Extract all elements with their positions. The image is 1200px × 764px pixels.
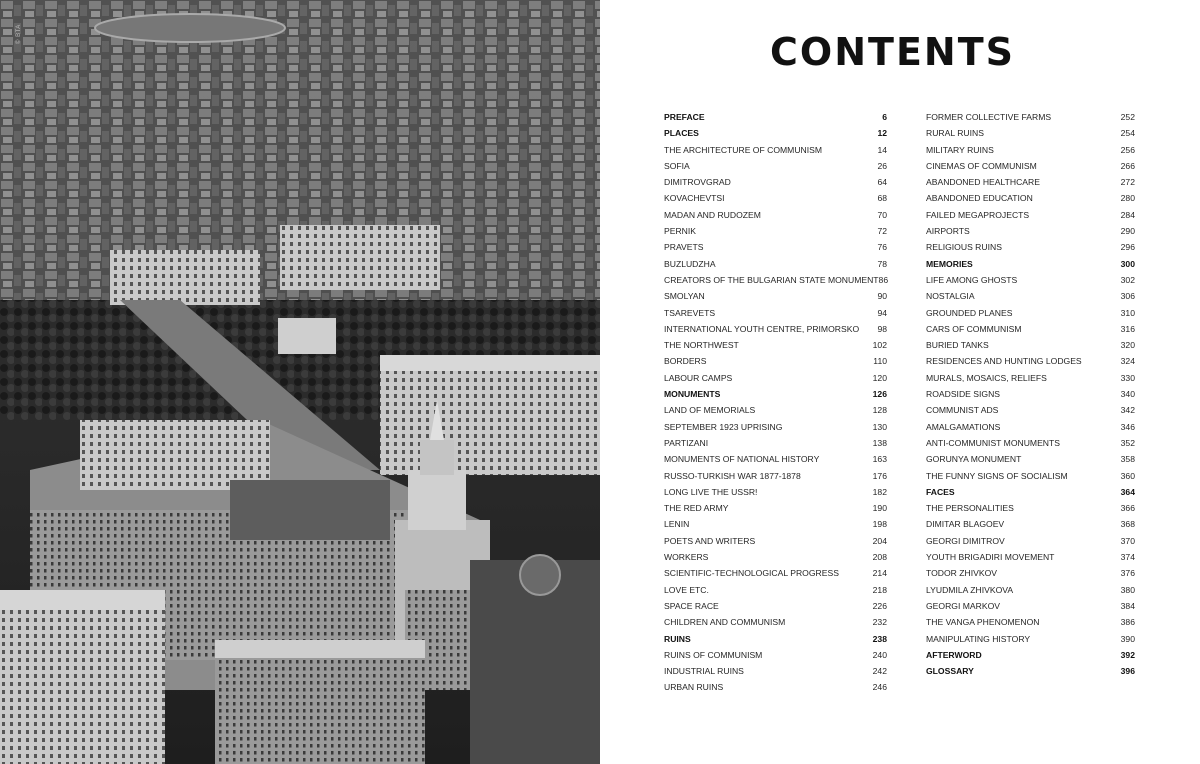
toc-entry-page-number: 352 bbox=[1120, 437, 1135, 448]
toc-entry-label: SCIENTIFIC-TECHNOLOGICAL PROGRESS bbox=[664, 568, 839, 579]
toc-entry-label: MONUMENTS bbox=[664, 389, 721, 400]
toc-entry bbox=[926, 519, 1135, 535]
toc-entry-page-number: 358 bbox=[1120, 454, 1135, 465]
toc-entry-label: BURIED TANKS bbox=[926, 340, 989, 351]
toc-entry-label: ABANDONED EDUCATION bbox=[926, 193, 1033, 204]
toc-entry-label: ANTI-COMMUNIST MONUMENTS bbox=[926, 437, 1060, 448]
toc-entry bbox=[664, 422, 887, 438]
toc-entry-page-number: 380 bbox=[1120, 584, 1135, 595]
toc-entry bbox=[664, 259, 887, 275]
toc-entry-page-number: 68 bbox=[877, 193, 887, 204]
toc-entry-label: POETS AND WRITERS bbox=[664, 535, 756, 546]
toc-entry bbox=[664, 438, 887, 454]
toc-entry bbox=[926, 438, 1135, 454]
toc-entry bbox=[926, 210, 1135, 226]
toc-entry-label: WORKERS bbox=[664, 552, 709, 563]
toc-entry bbox=[664, 601, 887, 617]
toc-entry bbox=[664, 617, 887, 633]
toc-entry bbox=[664, 226, 887, 242]
toc-entry-label: FACES bbox=[926, 486, 955, 497]
toc-entry bbox=[664, 666, 887, 682]
toc-entry-page-number: 78 bbox=[877, 258, 887, 269]
toc-entry-page-number: 204 bbox=[872, 535, 887, 546]
toc-entry-page-number: 360 bbox=[1120, 470, 1135, 481]
toc-entry-label: MEMORIES bbox=[926, 258, 973, 269]
toc-entry bbox=[664, 519, 887, 535]
toc-entry-label: FAILED MEGAPROJECTS bbox=[926, 209, 1030, 220]
toc-entry-page-number: 64 bbox=[877, 177, 887, 188]
toc-entry bbox=[926, 242, 1135, 258]
toc-entry-page-number: 208 bbox=[872, 552, 887, 563]
toc-entry-page-number: 386 bbox=[1120, 617, 1135, 628]
toc-entry-page-number: 364 bbox=[1120, 486, 1135, 497]
toc-entry-label: PARTIZANI bbox=[664, 437, 709, 448]
toc-entry-page-number: 190 bbox=[872, 503, 887, 514]
toc-entry-page-number: 254 bbox=[1120, 128, 1135, 139]
toc-section-heading bbox=[664, 128, 887, 144]
toc-entry bbox=[664, 356, 887, 372]
toc-entry bbox=[926, 128, 1135, 144]
toc-entry-label: FORMER COLLECTIVE FARMS bbox=[926, 112, 1052, 122]
toc-entry-page-number: 272 bbox=[1120, 177, 1135, 188]
toc-entry-page-number: 76 bbox=[877, 242, 887, 253]
toc-entry-page-number: 346 bbox=[1120, 421, 1135, 432]
toc-entry-page-number: 94 bbox=[877, 307, 887, 318]
photo-credit: © BTA bbox=[16, 24, 22, 44]
toc-entry-label: PERNIK bbox=[664, 226, 696, 237]
toc-entry-page-number: 296 bbox=[1120, 242, 1135, 253]
toc-entry-page-number: 240 bbox=[872, 649, 887, 660]
toc-entry bbox=[926, 291, 1135, 307]
toc-entry-page-number: 232 bbox=[872, 617, 887, 628]
toc-entry-label: AIRPORTS bbox=[926, 226, 970, 237]
toc-entry-label: SEPTEMBER 1923 UPRISING bbox=[664, 421, 783, 432]
toc-entry-page-number: 163 bbox=[872, 454, 887, 465]
toc-entry-label: THE VANGA PHENOMENON bbox=[926, 617, 1040, 628]
toc-entry-page-number: 126 bbox=[872, 389, 887, 400]
toc-entry-page-number: 392 bbox=[1120, 649, 1135, 660]
toc-entry-page-number: 238 bbox=[872, 633, 887, 644]
toc-entry bbox=[926, 145, 1135, 161]
toc-entry-page-number: 266 bbox=[1120, 160, 1135, 171]
toc-entry bbox=[664, 210, 887, 226]
toc-entry bbox=[926, 617, 1135, 633]
toc-entry bbox=[926, 422, 1135, 438]
toc-section-heading bbox=[926, 666, 1135, 682]
toc-entry bbox=[664, 373, 887, 389]
toc-entry-label: THE FUNNY SIGNS OF SOCIALISM bbox=[926, 470, 1068, 481]
toc-entry-label: RURAL RUINS bbox=[926, 128, 984, 139]
toc-entry-label: GLOSSARY bbox=[926, 666, 974, 677]
toc-entry bbox=[664, 585, 887, 601]
toc-entry-page-number: 396 bbox=[1120, 666, 1135, 677]
toc-entry-label: GEORGI MARKOV bbox=[926, 600, 1001, 611]
toc-entry-label: RUSSO-TURKISH WAR 1877-1878 bbox=[664, 470, 801, 481]
toc-entry-page-number: 290 bbox=[1120, 226, 1135, 237]
toc-entry-label: MANIPULATING HISTORY bbox=[926, 633, 1031, 644]
toc-entry-page-number: 26 bbox=[877, 160, 887, 171]
toc-entry-label: RELIGIOUS RUINS bbox=[926, 242, 1002, 253]
toc-entry-label: THE PERSONALITIES bbox=[926, 503, 1014, 514]
toc-entry bbox=[926, 634, 1135, 650]
toc-entry-label: THE NORTHWEST bbox=[664, 340, 739, 351]
toc-entry-label: RUINS OF COMMUNISM bbox=[664, 649, 763, 660]
toc-entry bbox=[926, 585, 1135, 601]
toc-entry bbox=[926, 552, 1135, 568]
toc-entry-label: MURALS, MOSAICS, RELIEFS bbox=[926, 372, 1047, 383]
toc-section-heading bbox=[664, 389, 887, 405]
toc-entry-page-number: 252 bbox=[1120, 112, 1135, 122]
toc-entry-page-number: 214 bbox=[872, 568, 887, 579]
toc-entry-label: CREATORS OF THE BULGARIAN STATE MONUMENT bbox=[664, 274, 879, 285]
toc-entry-page-number: 120 bbox=[872, 372, 887, 383]
toc-entry-page-number: 72 bbox=[877, 226, 887, 237]
toc-entry bbox=[664, 340, 887, 356]
toc-entry bbox=[664, 487, 887, 503]
toc-entry-label: DIMITROVGRAD bbox=[664, 177, 731, 188]
toc-entry-label: ROADSIDE SIGNS bbox=[926, 389, 1001, 400]
toc-entry-page-number: 110 bbox=[873, 356, 887, 367]
toc-entry-page-number: 130 bbox=[872, 421, 887, 432]
toc-entry-page-number: 330 bbox=[1120, 372, 1135, 383]
toc-entry bbox=[664, 552, 887, 568]
toc-entry-page-number: 226 bbox=[872, 600, 887, 611]
toc-entry bbox=[664, 503, 887, 519]
toc-entry-page-number: 70 bbox=[877, 209, 887, 220]
toc-entry bbox=[926, 226, 1135, 242]
toc-entry-label: THE RED ARMY bbox=[664, 503, 729, 514]
toc-entry-page-number: 368 bbox=[1120, 519, 1135, 530]
toc-entry bbox=[664, 193, 887, 209]
toc-entry-label: YOUTH BRIGADIRI MOVEMENT bbox=[926, 552, 1055, 563]
toc-entry-label: GEORGI DIMITROV bbox=[926, 535, 1005, 546]
toc-entry-page-number: 86 bbox=[878, 274, 889, 285]
toc-entry bbox=[664, 454, 887, 470]
toc-entry-label: BUZLUDZHA bbox=[664, 258, 716, 269]
toc-entry-label: GORUNYA MONUMENT bbox=[926, 454, 1022, 465]
toc-section-heading bbox=[664, 112, 887, 128]
toc-entry bbox=[664, 471, 887, 487]
toc-entry-page-number: 256 bbox=[1120, 144, 1135, 155]
toc-entry-page-number: 324 bbox=[1120, 356, 1135, 367]
toc-section-heading bbox=[926, 650, 1135, 666]
toc-entry-label: INTERNATIONAL YOUTH CENTRE, PRIMORSKO bbox=[664, 323, 860, 334]
toc-entry-label: RESIDENCES AND HUNTING LODGES bbox=[926, 356, 1082, 367]
toc-entry bbox=[664, 650, 887, 666]
toc-entry bbox=[926, 193, 1135, 209]
toc-entry bbox=[926, 503, 1135, 519]
toc-entry bbox=[664, 275, 887, 291]
toc-entry-page-number: 128 bbox=[872, 405, 887, 416]
toc-entry bbox=[926, 536, 1135, 552]
toc-section-heading bbox=[926, 259, 1135, 275]
toc-entry bbox=[926, 356, 1135, 372]
toc-entry bbox=[926, 308, 1135, 324]
toc-entry-label: INDUSTRIAL RUINS bbox=[664, 666, 744, 677]
toc-entry-page-number: 218 bbox=[872, 584, 887, 595]
toc-entry-page-number: 306 bbox=[1120, 291, 1135, 302]
toc-entry bbox=[664, 405, 887, 421]
toc-entry-label: LABOUR CAMPS bbox=[664, 372, 733, 383]
toc-entry bbox=[926, 373, 1135, 389]
toc-entry-label: AMALGAMATIONS bbox=[926, 421, 1001, 432]
toc-entry-label: MADAN AND RUDOZEM bbox=[664, 209, 761, 220]
toc-entry-label: COMMUNIST ADS bbox=[926, 405, 999, 416]
toc-entry-label: BORDERS bbox=[664, 356, 707, 367]
toc-section-heading bbox=[926, 487, 1135, 503]
toc-entry-page-number: 374 bbox=[1120, 552, 1135, 563]
toc-entry bbox=[664, 161, 887, 177]
toc-entry-page-number: 138 bbox=[872, 437, 887, 448]
toc-entry bbox=[664, 291, 887, 307]
toc-entry-page-number: 384 bbox=[1120, 600, 1135, 611]
toc-entry-label: LOVE ETC. bbox=[664, 584, 709, 595]
toc-entry-label: GROUNDED PLANES bbox=[926, 307, 1013, 318]
toc-entry bbox=[926, 389, 1135, 405]
toc-entry bbox=[926, 112, 1135, 128]
toc-entry-page-number: 302 bbox=[1120, 274, 1135, 285]
toc-entry-page-number: 342 bbox=[1120, 405, 1135, 416]
toc-entry-page-number: 376 bbox=[1120, 568, 1135, 579]
toc-entry bbox=[926, 405, 1135, 421]
toc-entry bbox=[664, 242, 887, 258]
toc-entry bbox=[926, 568, 1135, 584]
toc-entry-page-number: 316 bbox=[1120, 323, 1135, 334]
toc-entry-page-number: 280 bbox=[1120, 193, 1135, 204]
toc-entry-label: SPACE RACE bbox=[664, 600, 719, 611]
toc-entry-label: KOVACHEVTSI bbox=[664, 193, 725, 204]
toc-entry-label: AFTERWORD bbox=[926, 649, 982, 660]
toc-entry bbox=[664, 324, 887, 340]
toc-entry-label: NOSTALGIA bbox=[926, 291, 975, 302]
toc-entry-page-number: 102 bbox=[872, 340, 887, 351]
toc-entry-label: LYUDMILA ZHIVKOVA bbox=[926, 584, 1014, 595]
toc-entry bbox=[664, 536, 887, 552]
toc-entry-page-number: 300 bbox=[1120, 258, 1135, 269]
toc-entry-label: LONG LIVE THE USSR! bbox=[664, 486, 758, 497]
toc-entry-page-number: 370 bbox=[1120, 535, 1135, 546]
toc-entry-page-number: 340 bbox=[1120, 389, 1135, 400]
toc-entry-label: RUINS bbox=[664, 633, 691, 644]
toc-entry-page-number: 12 bbox=[877, 128, 887, 139]
toc-entry-label: PREFACE bbox=[664, 112, 705, 122]
toc-entry-label: URBAN RUINS bbox=[664, 682, 724, 693]
toc-entry-label: MONUMENTS OF NATIONAL HISTORY bbox=[664, 454, 820, 465]
toc-entry-page-number: 14 bbox=[877, 144, 887, 155]
toc-entry-label: CINEMAS OF COMMUNISM bbox=[926, 160, 1037, 171]
toc-entry-label: CARS OF COMMUNISM bbox=[926, 323, 1022, 334]
toc-entry bbox=[926, 601, 1135, 617]
toc-entry bbox=[926, 340, 1135, 356]
toc-column-right bbox=[926, 112, 1135, 682]
page-title: CONTENTS bbox=[770, 30, 1015, 74]
toc-entry bbox=[664, 568, 887, 584]
toc-entry bbox=[926, 275, 1135, 291]
toc-entry-page-number: 98 bbox=[877, 323, 887, 334]
toc-entry-page-number: 6 bbox=[882, 112, 887, 122]
toc-entry-label: TODOR ZHIVKOV bbox=[926, 568, 997, 579]
toc-entry-label: LAND OF MEMORIALS bbox=[664, 405, 756, 416]
toc-entry bbox=[664, 177, 887, 193]
toc-entry-label: PLACES bbox=[664, 128, 699, 139]
toc-entry bbox=[664, 308, 887, 324]
toc-entry-page-number: 198 bbox=[872, 519, 887, 530]
toc-entry bbox=[926, 324, 1135, 340]
toc-entry-page-number: 176 bbox=[872, 470, 887, 481]
toc-entry-page-number: 284 bbox=[1120, 209, 1135, 220]
toc-entry-page-number: 310 bbox=[1120, 307, 1135, 318]
toc-entry-label: THE ARCHITECTURE OF COMMUNISM bbox=[664, 144, 823, 155]
toc-entry bbox=[926, 471, 1135, 487]
toc-section-heading bbox=[664, 634, 887, 650]
toc-entry-label: MILITARY RUINS bbox=[926, 144, 994, 155]
toc-entry-label: SMOLYAN bbox=[664, 291, 705, 302]
toc-entry-label: PRAVETS bbox=[664, 242, 704, 253]
toc-entry-label: TSAREVETS bbox=[664, 307, 716, 318]
toc-column-left bbox=[664, 112, 887, 699]
toc-entry-page-number: 366 bbox=[1120, 503, 1135, 514]
toc-entry-label: SOFIA bbox=[664, 160, 690, 171]
toc-entry-label: ABANDONED HEALTHCARE bbox=[926, 177, 1040, 188]
toc-entry bbox=[664, 145, 887, 161]
toc-entry-page-number: 182 bbox=[872, 486, 887, 497]
toc-entry-page-number: 90 bbox=[877, 291, 887, 302]
toc-entry bbox=[926, 177, 1135, 193]
toc-entry-page-number: 246 bbox=[872, 682, 887, 693]
toc-entry bbox=[926, 161, 1135, 177]
toc-entry-page-number: 320 bbox=[1120, 340, 1135, 351]
toc-entry bbox=[926, 454, 1135, 470]
toc-entry-label: LIFE AMONG GHOSTS bbox=[926, 274, 1018, 285]
toc-entry bbox=[664, 682, 887, 698]
toc-entry-page-number: 242 bbox=[872, 666, 887, 677]
toc-entry-label: DIMITAR BLAGOEV bbox=[926, 519, 1005, 530]
toc-entry-label: LENIN bbox=[664, 519, 690, 530]
toc-entry-label: CHILDREN AND COMMUNISM bbox=[664, 617, 786, 628]
toc-entry-page-number: 390 bbox=[1120, 633, 1135, 644]
contents-page bbox=[600, 0, 1200, 764]
